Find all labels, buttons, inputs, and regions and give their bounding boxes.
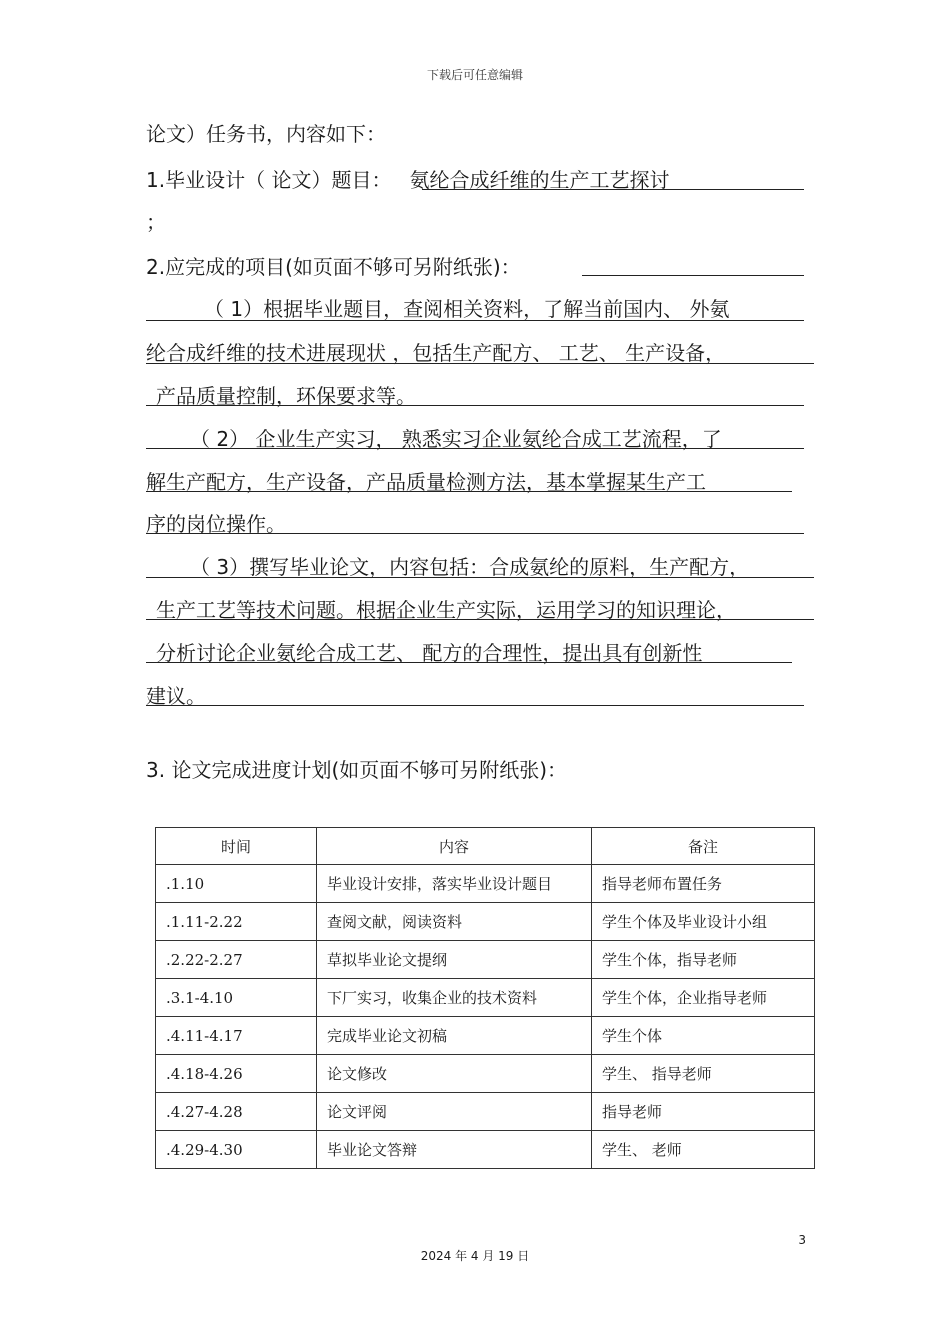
- cell-content: 毕业设计安排，落实毕业设计题目: [317, 865, 592, 903]
- header-content: 内容: [317, 828, 592, 865]
- footer-date: 2024 年 4 月 19 日: [420, 1249, 530, 1263]
- item1-label-text: 1.毕业设计（ 论文）题目：: [146, 168, 392, 192]
- cell-note: 学生、 老师: [592, 1131, 815, 1169]
- cell-note: 学生个体及毕业设计小组: [592, 903, 815, 941]
- table-row: [156, 1055, 815, 1093]
- task-line-7: （ 3）撰写毕业论文，内容包括：合成氨纶的原料，生产配方，: [190, 555, 750, 579]
- rule-7: [146, 577, 814, 578]
- cell-content: 论文修改: [317, 1055, 592, 1093]
- rule-3: [146, 405, 804, 406]
- cell-time: .1.11-2.22: [156, 903, 317, 941]
- cell-content: 完成毕业论文初稿: [317, 1017, 592, 1055]
- page-header: 下载后可任意编辑: [426, 68, 523, 82]
- cell-content: 下厂实习，收集企业的技术资料: [317, 979, 592, 1017]
- rule-9: [146, 662, 792, 663]
- cell-time: .4.11-4.17: [156, 1017, 317, 1055]
- task-line-8: 生产工艺等技术问题。根据企业生产实际，运用学习的知识理论，: [156, 598, 736, 622]
- table-row: [156, 1093, 815, 1131]
- rule-5: [146, 491, 792, 492]
- task-line-5: 解生产配方，生产设备，产品质量检测方法，基本掌握某生产工: [146, 470, 706, 494]
- task-line-6: 序的岗位操作。: [146, 512, 286, 536]
- task-line-9: 分析讨论企业氨纶合成工艺、 配方的合理性，提出具有创新性: [156, 641, 703, 665]
- task-line-1: （ 1）根据毕业题目，查阅相关资料，了解当前国内、 外氨: [204, 297, 730, 321]
- rule-6: [146, 533, 804, 534]
- table-row: [156, 865, 815, 903]
- cell-note: 学生个体，企业指导老师: [592, 979, 815, 1017]
- task-line-2: 纶合成纤维的技术进展现状 ，包括生产配方、 工艺、 生产设备，: [146, 341, 726, 365]
- cell-time: .2.22-2.27: [156, 941, 317, 979]
- cell-time: .4.18-4.26: [156, 1055, 317, 1093]
- item1-semicolon: ；: [146, 210, 166, 234]
- cell-time: .1.10: [156, 865, 317, 903]
- cell-note: 学生个体: [592, 1017, 815, 1055]
- table-row: [156, 979, 815, 1017]
- table-row: [156, 903, 815, 941]
- cell-content: 草拟毕业论文提纲: [317, 941, 592, 979]
- cell-time: .4.27-4.28: [156, 1093, 317, 1131]
- cell-time: .3.1-4.10: [156, 979, 317, 1017]
- cell-note: 学生、 指导老师: [592, 1055, 815, 1093]
- cell-content: 毕业论文答辩: [317, 1131, 592, 1169]
- rule-4: [146, 448, 804, 449]
- task-line-10: 建议。: [146, 684, 206, 708]
- task-line-3: 产品质量控制，环保要求等。: [156, 384, 416, 408]
- cell-time: .4.29-4.30: [156, 1131, 317, 1169]
- header-note: 备注: [592, 828, 815, 865]
- cell-content: 论文评阅: [317, 1093, 592, 1131]
- schedule-table: [155, 827, 815, 1169]
- rule-2: [146, 363, 814, 364]
- table-header-row: [156, 828, 815, 865]
- item3-label: 3. 论文完成进度计划(如页面不够可另附纸张)：: [146, 758, 568, 782]
- task-line-4: （ 2） 企业生产实习， 熟悉实习企业氨纶合成工艺流程，了: [190, 427, 722, 451]
- rule-10: [146, 705, 804, 706]
- item2-underline: [582, 275, 804, 276]
- thesis-title: 氨纶合成纤维的生产工艺探讨: [409, 168, 670, 192]
- page-number: 3: [798, 1233, 806, 1247]
- item2-label: 2.应完成的项目(如页面不够可另附纸张)：: [146, 255, 521, 279]
- intro-text: 论文）任务书，内容如下：: [146, 122, 386, 146]
- cell-note: 指导老师布置任务: [592, 865, 815, 903]
- cell-content: 查阅文献，阅读资料: [317, 903, 592, 941]
- rule-8: [146, 619, 814, 620]
- cell-note: 学生个体，指导老师: [592, 941, 815, 979]
- cell-note: 指导老师: [592, 1093, 815, 1131]
- table-row: [156, 941, 815, 979]
- table-row: [156, 1131, 815, 1169]
- header-time: 时间: [156, 828, 317, 865]
- table-row: [156, 1017, 815, 1055]
- title-underline: [422, 189, 804, 190]
- rule-1: [146, 320, 804, 321]
